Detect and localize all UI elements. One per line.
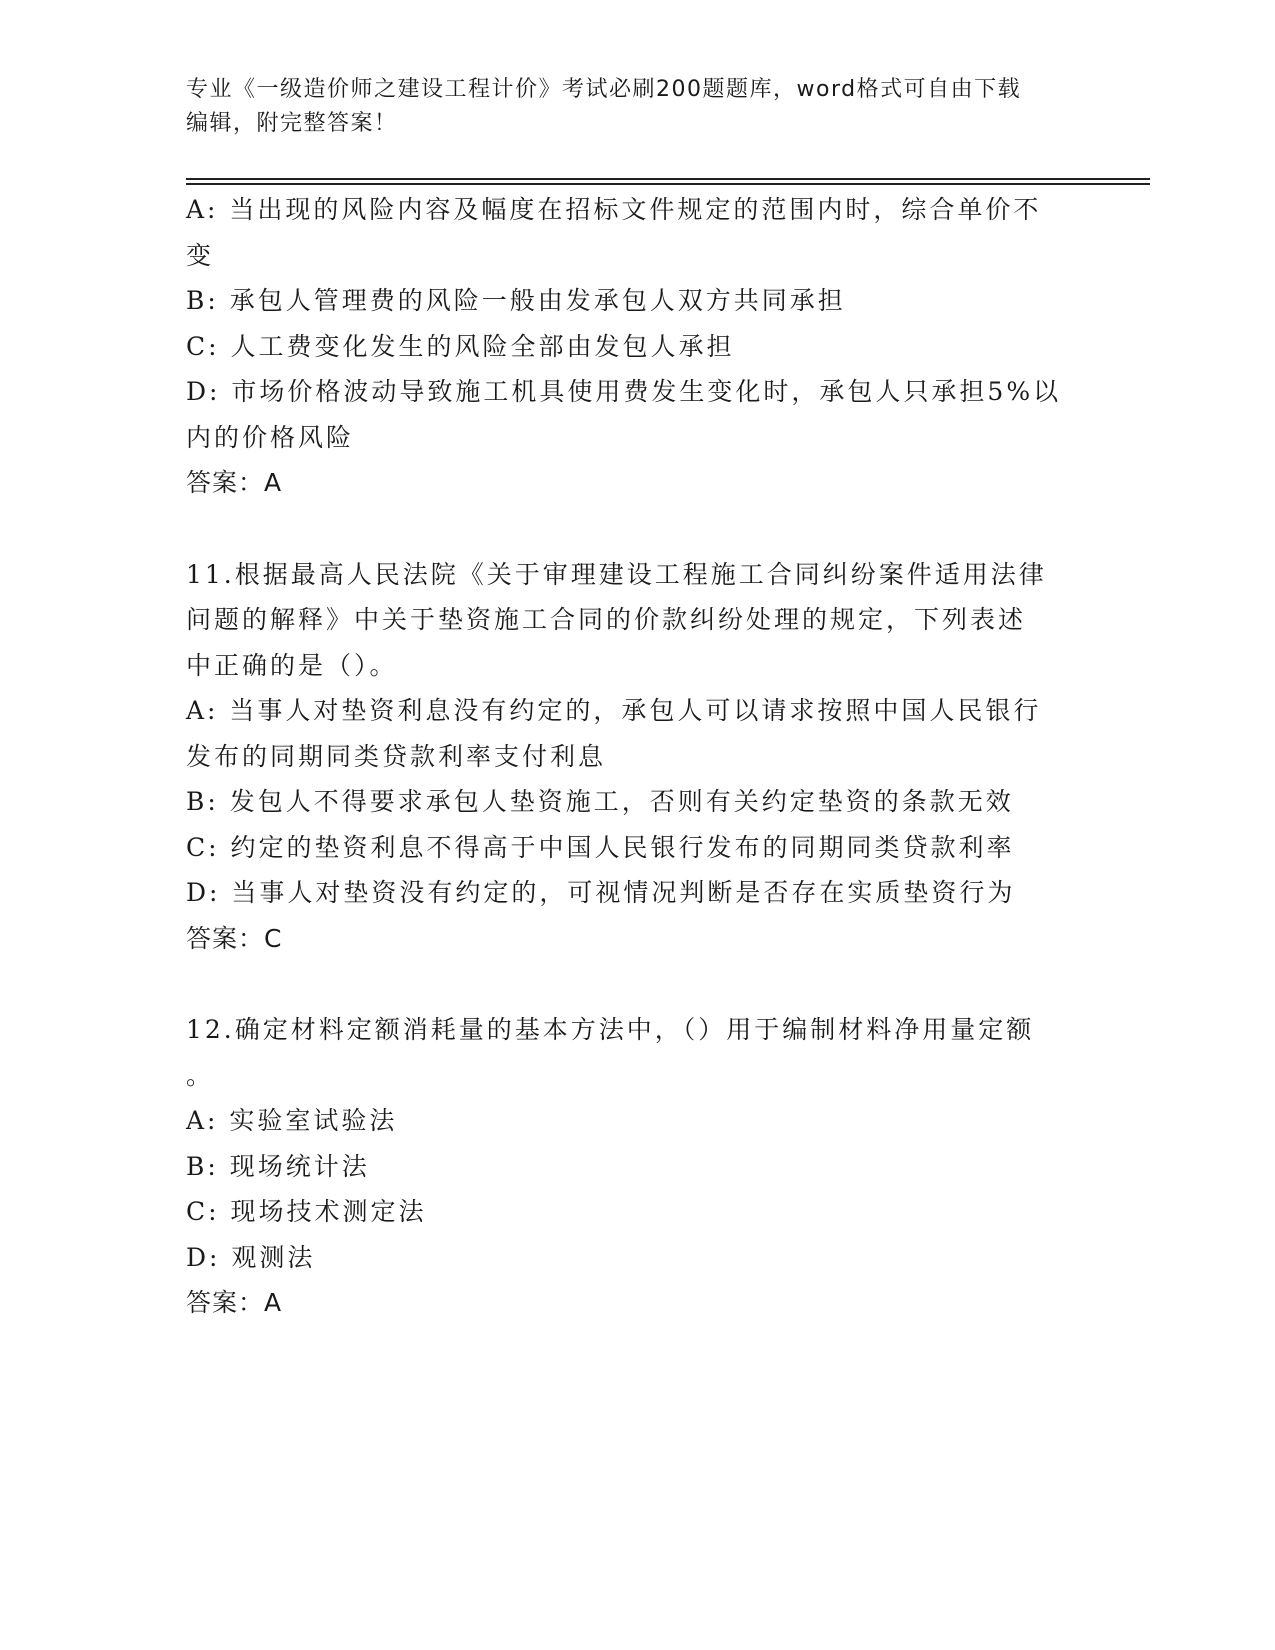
answer-line: 答案：A: [186, 468, 283, 497]
option-c: C: 现场技术测定法: [186, 1197, 427, 1226]
option-c: C: 人工费变化发生的风险全部由发包人承担: [186, 331, 735, 361]
option-a-line-1: A: 当事人对垫资利息没有约定的，承包人可以请求按照中国人民银行: [186, 696, 1042, 725]
previous-question-block: [186, 187, 1086, 506]
option-c: C: 约定的垫资利息不得高于中国人民银行发布的同期同类贷款利率: [186, 832, 1015, 862]
option-a: A: 实验室试验法: [186, 1106, 398, 1135]
question-stem-line-1: 12.确定材料定额消耗量的基本方法中，（）用于编制材料净用量定额: [186, 1015, 1035, 1044]
question-stem-line-2: 问题的解释》中关于垫资施工合同的价款纠纷处理的规定，下列表述: [186, 605, 1027, 634]
option-d: D: 当事人对垫资没有约定的，可视情况判断是否存在实质垫资行为: [186, 878, 1016, 907]
header-divider-top: [186, 178, 1150, 180]
question-stem-line-2: 。: [186, 1060, 215, 1090]
header-title-line-2: 编辑，附完整答案！: [186, 111, 398, 136]
question-12-block: [186, 1007, 1086, 1326]
answer-line: 答案：A: [186, 1288, 283, 1317]
question-stem-line-1: 11.根据最高人民法院《关于审理建设工程施工合同纠纷案件适用法律: [186, 559, 1047, 589]
header-title-line-1: 专业《一级造价师之建设工程计价》考试必刷200题题库，word格式可自由下载: [186, 77, 1022, 102]
answer-line: 答案：C: [186, 923, 283, 953]
option-a-line-2: 变: [186, 240, 215, 270]
option-d-line-2: 内的价格风险: [186, 422, 355, 452]
option-a-line-2: 发布的同期同类贷款利率支付利息: [186, 741, 607, 771]
option-d: D: 观测法: [186, 1242, 316, 1272]
question-content: [186, 187, 1086, 1326]
question-stem-line-3: 中正确的是（）。: [186, 650, 398, 680]
header-divider-bottom: [186, 183, 1150, 185]
document-header: [186, 73, 1066, 141]
option-b: B: 现场统计法: [186, 1151, 370, 1181]
option-b: B: 承包人管理费的风险一般由发承包人双方共同承担: [186, 286, 846, 315]
option-b: B: 发包人不得要求承包人垫资施工，否则有关约定垫资的条款无效: [186, 787, 1014, 816]
option-d-line-1: D: 市场价格波动导致施工机具使用费发生变化时，承包人只承担5%以: [186, 377, 1062, 406]
option-a-line-1: A: 当出现的风险内容及幅度在招标文件规定的范围内时，综合单价不: [186, 195, 1042, 224]
question-11-block: [186, 552, 1086, 962]
